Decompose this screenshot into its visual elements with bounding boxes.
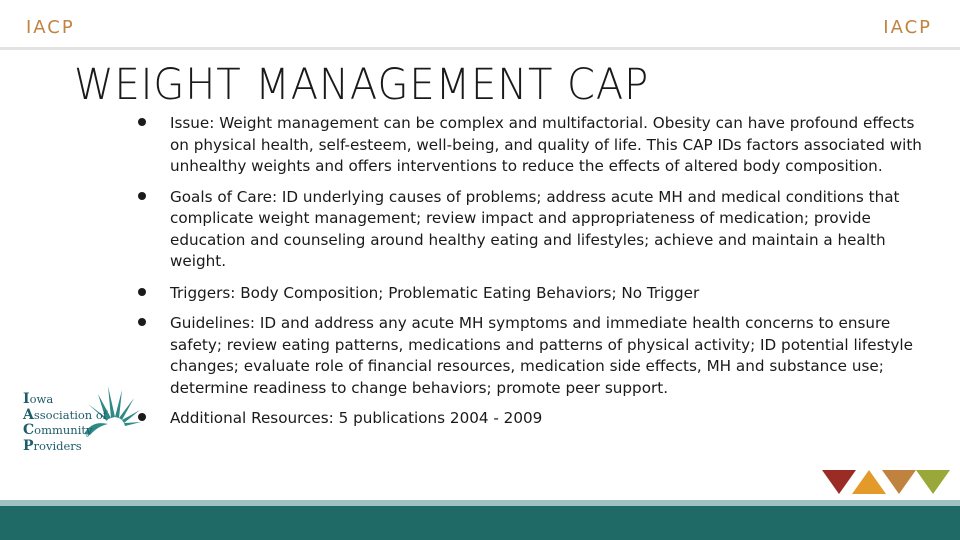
logo-line: Providers <box>23 437 82 454</box>
bullet-text: Goals of Care: ID underlying causes of problems; address acute MH and medical conditions that complicate weight management; review impact and appropriateness of medication; provide education and counseling around healthy eating and lifestyles; achieve and maintain a health weight. <box>170 187 900 270</box>
organization-logo <box>20 380 150 465</box>
bullet-text: Triggers: Body Composition; Problematic Eating Behaviors; No Trigger <box>170 283 700 302</box>
slide-title: WEIGHT MANAGEMENT CAP <box>74 60 650 110</box>
bullet-dot-icon <box>138 192 146 200</box>
logo-wordmark <box>23 392 107 454</box>
bullet-text: Additional Resources: 5 publications 2004 - 2009 <box>170 409 543 427</box>
bullet-issue <box>130 113 930 178</box>
footer-band <box>0 506 960 540</box>
decorative-triangle-orange <box>852 470 886 494</box>
bullet-dot-icon <box>138 318 146 326</box>
brand-label-left: IACP <box>26 17 75 38</box>
header-divider <box>0 47 960 50</box>
bullet-goals <box>130 187 930 273</box>
bullet-dot-icon <box>138 118 146 126</box>
logo-line: Association of <box>23 406 108 423</box>
brand-label-right: IACP <box>883 17 932 38</box>
bullet-triggers <box>130 283 930 305</box>
bullet-resources <box>130 408 930 430</box>
bullet-dot-icon <box>138 288 146 296</box>
bullet-list <box>130 113 930 430</box>
decorative-triangle-olive <box>916 470 950 494</box>
logo-line: Iowa <box>23 391 54 407</box>
bullet-guidelines <box>130 313 930 399</box>
bullet-text: Issue: Weight management can be complex and multifactorial. Obesity can have profound effects on physical health, self-esteem, well-being, and quality of life. This CAP IDs factors associated with unhealthy weights and offers interventions to reduce the effects of altered body composition. <box>170 114 922 175</box>
bullet-text: Guidelines: ID and address any acute MH symptoms and immediate health concerns to ensure safety; review eating patterns, medications and patterns of physical activity; ID potential lifestyle changes; evaluate role of financial resources, medication side effects, MH and substance use; determine readiness to change behaviors; promote peer support. <box>170 314 913 397</box>
decorative-triangle-red <box>822 470 856 494</box>
decorative-triangle-tan <box>882 470 916 494</box>
logo-line: Community <box>23 422 93 438</box>
